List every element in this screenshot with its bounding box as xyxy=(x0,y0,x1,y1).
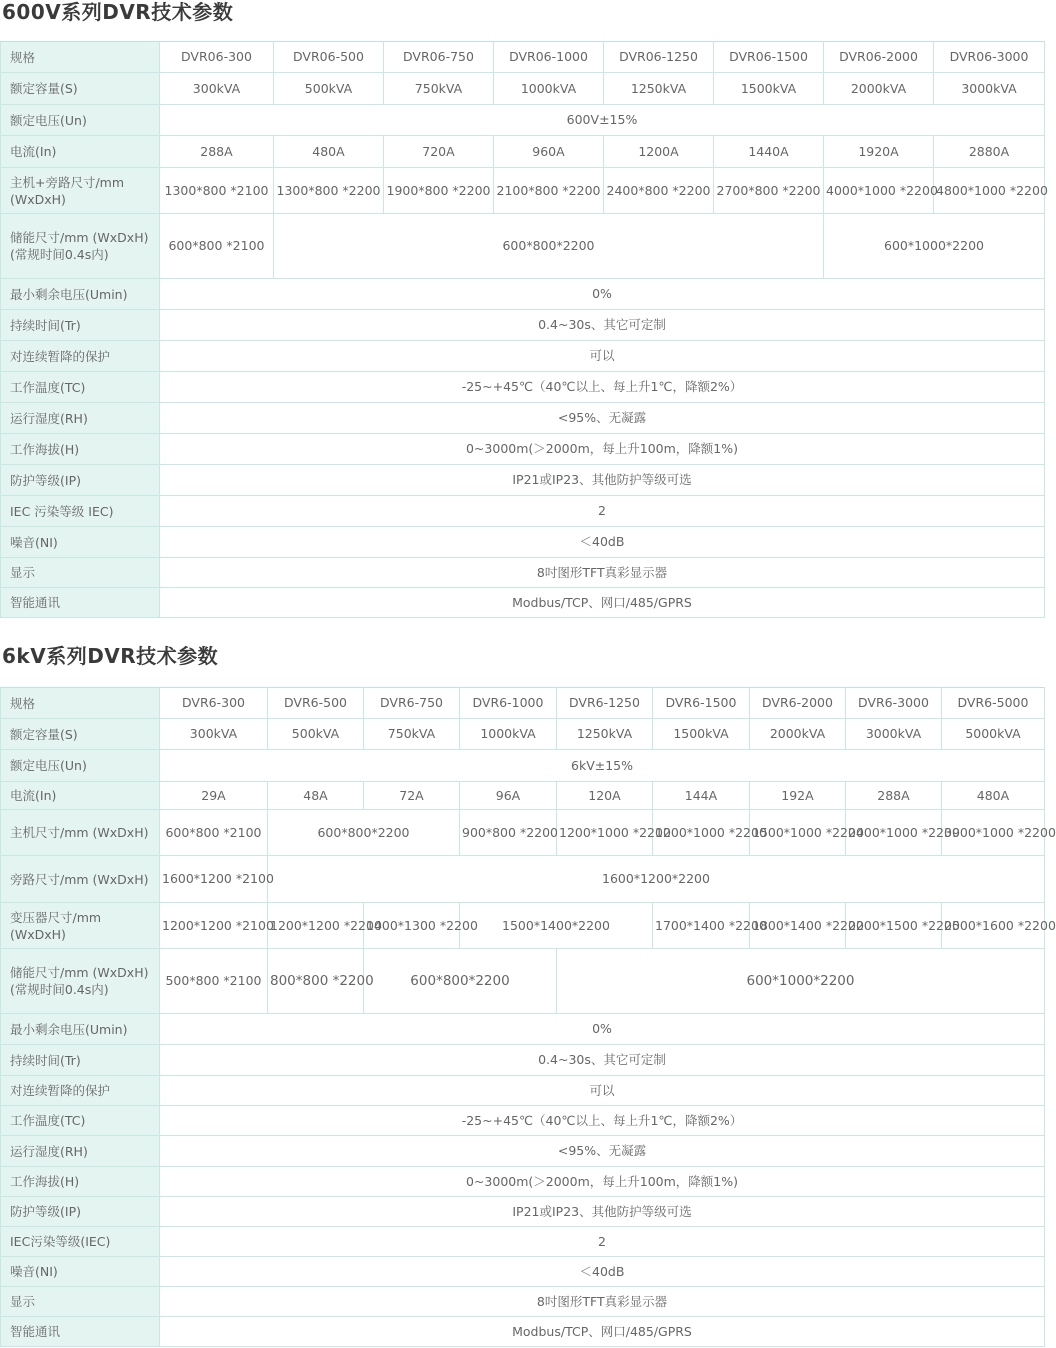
host-size-cell: 1300*800 *2100 xyxy=(160,168,274,214)
row-spec xyxy=(1,42,1045,73)
host-size-cell: 1900*800 *2200 xyxy=(384,168,494,214)
noise-cell: ＜40dB xyxy=(160,1257,1045,1287)
section-title-6kv: 6kV系列DVR技术参数 xyxy=(2,644,219,668)
transformer-size-cell: 1200*1200 *2100 xyxy=(160,903,268,949)
capacity-cell: 1500kVA xyxy=(653,719,750,750)
host-size-cell: 1200*1000 *2200 xyxy=(653,810,750,856)
pollution-cell: 2 xyxy=(160,496,1045,527)
label-transformer-size: 变压器尺寸/mm (WxDxH) xyxy=(1,903,160,949)
current-cell: 288A xyxy=(160,136,274,168)
capacity-cell: 750kVA xyxy=(384,73,494,105)
host-size-cell: 1300*800 *2200 xyxy=(274,168,384,214)
current-cell: 96A xyxy=(460,782,557,810)
transformer-size-cell: 1400*1300 *2200 xyxy=(364,903,460,949)
spec-table-600v xyxy=(0,41,1048,618)
host-size-cell: 4800*1000 *2200 xyxy=(934,168,1045,214)
model-cell: DVR6-300 xyxy=(160,688,268,719)
row-comm xyxy=(1,1317,1045,1347)
row-altitude xyxy=(1,1167,1045,1197)
current-cell: 2880A xyxy=(934,136,1045,168)
label-storage-size: 储能尺寸/mm (WxDxH) (常规时间0.4s内) xyxy=(1,949,160,1014)
duration-cell: 0.4~30s、其它可定制 xyxy=(160,1045,1045,1076)
storage-size-cell: 600*800 *2100 xyxy=(160,214,274,279)
current-cell: 120A xyxy=(557,782,653,810)
label-protection: 对连续暂降的保护 xyxy=(1,1076,160,1106)
capacity-cell: 1250kVA xyxy=(604,73,714,105)
host-size-cell: 2400*800 *2200 xyxy=(604,168,714,214)
label-voltage: 额定电压(Un) xyxy=(1,750,160,782)
model-cell: DVR06-500 xyxy=(274,42,384,73)
row-noise xyxy=(1,1257,1045,1287)
model-cell: DVR6-750 xyxy=(364,688,460,719)
row-min-voltage xyxy=(1,1014,1045,1045)
label-comm: 智能通讯 xyxy=(1,1317,160,1347)
model-cell: DVR6-3000 xyxy=(846,688,942,719)
label-noise: 噪音(NI) xyxy=(1,527,160,558)
storage-size-cell: 600*1000*2200 xyxy=(824,214,1045,279)
current-cell: 480A xyxy=(274,136,384,168)
model-cell: DVR06-1500 xyxy=(714,42,824,73)
voltage-cell: 600V±15% xyxy=(160,105,1045,136)
label-spec: 规格 xyxy=(1,42,160,73)
row-display xyxy=(1,1287,1045,1317)
current-cell: 1920A xyxy=(824,136,934,168)
capacity-cell: 300kVA xyxy=(160,719,268,750)
transformer-size-cell: 2200*1500 *2200 xyxy=(846,903,942,949)
humidity-cell: <95%、无凝露 xyxy=(160,1136,1045,1167)
host-size-cell: 600*800 *2100 xyxy=(160,810,268,856)
capacity-cell: 5000kVA xyxy=(942,719,1045,750)
current-cell: 72A xyxy=(364,782,460,810)
label-pollution: IEC污染等级(IEC) xyxy=(1,1227,160,1257)
voltage-cell: 6kV±15% xyxy=(160,750,1045,782)
row-current xyxy=(1,782,1045,810)
capacity-cell: 2000kVA xyxy=(750,719,846,750)
capacity-cell: 300kVA xyxy=(160,73,274,105)
bypass-size-cell: 1600*1200*2200 xyxy=(268,856,1045,903)
protection-cell: 可以 xyxy=(160,1076,1045,1106)
model-cell: DVR06-750 xyxy=(384,42,494,73)
temp-cell: -25~+45℃（40℃以上、每上升1℃，降额2%） xyxy=(160,372,1045,403)
model-cell: DVR6-5000 xyxy=(942,688,1045,719)
row-storage-size xyxy=(1,949,1045,1014)
host-size-cell: 900*800 *2200 xyxy=(460,810,557,856)
label-pollution: IEC 污染等级 IEC) xyxy=(1,496,160,527)
section-title-600v: 600V系列DVR技术参数 xyxy=(2,0,234,24)
host-size-cell: 2100*800 *2200 xyxy=(494,168,604,214)
label-duration: 持续时间(Tr) xyxy=(1,310,160,341)
duration-cell: 0.4~30s、其它可定制 xyxy=(160,310,1045,341)
row-host-size xyxy=(1,810,1045,856)
transformer-size-cell: 1800*1400 *2200 xyxy=(750,903,846,949)
row-humidity xyxy=(1,403,1045,434)
host-size-cell: 600*800*2200 xyxy=(268,810,460,856)
label-display: 显示 xyxy=(1,1287,160,1317)
capacity-cell: 500kVA xyxy=(274,73,384,105)
row-duration xyxy=(1,310,1045,341)
transformer-size-cell: 2500*1600 *2200 xyxy=(942,903,1045,949)
row-capacity xyxy=(1,73,1045,105)
current-cell: 960A xyxy=(494,136,604,168)
label-display: 显示 xyxy=(1,558,160,588)
row-min-voltage xyxy=(1,279,1045,310)
display-cell: 8吋图形TFT真彩显示器 xyxy=(160,1287,1045,1317)
row-storage-size xyxy=(1,214,1045,279)
row-display xyxy=(1,558,1045,588)
label-host-size: 主机+旁路尺寸/mm (WxDxH) xyxy=(1,168,160,214)
transformer-size-cell: 1500*1400*2200 xyxy=(460,903,653,949)
label-spec: 规格 xyxy=(1,688,160,719)
row-pollution xyxy=(1,496,1045,527)
display-cell: 8吋图形TFT真彩显示器 xyxy=(160,558,1045,588)
row-duration xyxy=(1,1045,1045,1076)
label-protection: 对连续暂降的保护 xyxy=(1,341,160,372)
model-cell: DVR6-1000 xyxy=(460,688,557,719)
current-cell: 29A xyxy=(160,782,268,810)
noise-cell: ＜40dB xyxy=(160,527,1045,558)
transformer-size-cell: 1700*1400 *2200 xyxy=(653,903,750,949)
current-cell: 480A xyxy=(942,782,1045,810)
capacity-cell: 3000kVA xyxy=(934,73,1045,105)
row-humidity xyxy=(1,1136,1045,1167)
protection-cell: 可以 xyxy=(160,341,1045,372)
model-cell: DVR06-3000 xyxy=(934,42,1045,73)
row-current xyxy=(1,136,1045,168)
altitude-cell: 0~3000m(＞2000m，每上升100m，降额1%) xyxy=(160,1167,1045,1197)
label-temp: 工作温度(TC) xyxy=(1,372,160,403)
comm-cell: Modbus/TCP、网口/485/GPRS xyxy=(160,588,1045,618)
row-protection xyxy=(1,341,1045,372)
current-cell: 192A xyxy=(750,782,846,810)
label-comm: 智能通讯 xyxy=(1,588,160,618)
comm-cell: Modbus/TCP、网口/485/GPRS xyxy=(160,1317,1045,1347)
label-min-voltage: 最小剩余电压(Umin) xyxy=(1,1014,160,1045)
host-size-cell: 3900*1000 *2200 xyxy=(942,810,1045,856)
label-capacity: 额定容量(S) xyxy=(1,719,160,750)
current-cell: 1440A xyxy=(714,136,824,168)
row-bypass-size xyxy=(1,856,1045,903)
row-comm xyxy=(1,588,1045,618)
label-storage-size: 储能尺寸/mm (WxDxH) (常规时间0.4s内) xyxy=(1,214,160,279)
min-voltage-cell: 0% xyxy=(160,279,1045,310)
model-cell: DVR06-1250 xyxy=(604,42,714,73)
row-voltage xyxy=(1,750,1045,782)
row-temp xyxy=(1,1106,1045,1136)
capacity-cell: 2000kVA xyxy=(824,73,934,105)
host-size-cell: 1200*1000 *2200 xyxy=(557,810,653,856)
row-pollution xyxy=(1,1227,1045,1257)
row-spec xyxy=(1,688,1045,719)
host-size-cell: 1500*1000 *2200 xyxy=(750,810,846,856)
label-temp: 工作温度(TC) xyxy=(1,1106,160,1136)
model-cell: DVR6-2000 xyxy=(750,688,846,719)
label-min-voltage: 最小剩余电压(Umin) xyxy=(1,279,160,310)
row-transformer-size xyxy=(1,903,1045,949)
label-current: 电流(In) xyxy=(1,136,160,168)
row-noise xyxy=(1,527,1045,558)
model-cell: DVR6-1500 xyxy=(653,688,750,719)
bypass-size-cell: 1600*1200 *2100 xyxy=(160,856,268,903)
label-humidity: 运行湿度(RH) xyxy=(1,1136,160,1167)
storage-size-cell: 600*800*2200 xyxy=(364,949,557,1014)
model-cell: DVR06-2000 xyxy=(824,42,934,73)
label-humidity: 运行湿度(RH) xyxy=(1,403,160,434)
temp-cell: -25~+45℃（40℃以上、每上升1℃，降额2%） xyxy=(160,1106,1045,1136)
transformer-size-cell: 1200*1200 *2200 xyxy=(268,903,364,949)
label-voltage: 额定电压(Un) xyxy=(1,105,160,136)
host-size-cell: 2400*1000 *2200 xyxy=(846,810,942,856)
min-voltage-cell: 0% xyxy=(160,1014,1045,1045)
label-bypass-size: 旁路尺寸/mm (WxDxH) xyxy=(1,856,160,903)
storage-size-cell: 600*1000*2200 xyxy=(557,949,1045,1014)
row-temp xyxy=(1,372,1045,403)
current-cell: 720A xyxy=(384,136,494,168)
altitude-cell: 0~3000m(＞2000m，每上升100m，降额1%) xyxy=(160,434,1045,465)
capacity-cell: 500kVA xyxy=(268,719,364,750)
model-cell: DVR6-1250 xyxy=(557,688,653,719)
row-host-size xyxy=(1,168,1045,214)
storage-size-cell: 500*800 *2100 xyxy=(160,949,268,1014)
ip-cell: IP21或IP23、其他防护等级可选 xyxy=(160,465,1045,496)
storage-size-cell: 600*800*2200 xyxy=(274,214,824,279)
label-altitude: 工作海拔(H) xyxy=(1,434,160,465)
label-current: 电流(In) xyxy=(1,782,160,810)
host-size-cell: 4000*1000 *2200 xyxy=(824,168,934,214)
model-cell: DVR06-300 xyxy=(160,42,274,73)
label-ip: 防护等级(IP) xyxy=(1,465,160,496)
current-cell: 48A xyxy=(268,782,364,810)
current-cell: 144A xyxy=(653,782,750,810)
label-duration: 持续时间(Tr) xyxy=(1,1045,160,1076)
capacity-cell: 1250kVA xyxy=(557,719,653,750)
label-altitude: 工作海拔(H) xyxy=(1,1167,160,1197)
model-cell: DVR6-500 xyxy=(268,688,364,719)
label-capacity: 额定容量(S) xyxy=(1,73,160,105)
spec-table-6kv xyxy=(0,687,1056,1347)
current-cell: 288A xyxy=(846,782,942,810)
ip-cell: IP21或IP23、其他防护等级可选 xyxy=(160,1197,1045,1227)
label-host-size: 主机尺寸/mm (WxDxH) xyxy=(1,810,160,856)
capacity-cell: 1000kVA xyxy=(460,719,557,750)
capacity-cell: 1000kVA xyxy=(494,73,604,105)
label-noise: 噪音(NI) xyxy=(1,1257,160,1287)
current-cell: 1200A xyxy=(604,136,714,168)
row-altitude xyxy=(1,434,1045,465)
capacity-cell: 1500kVA xyxy=(714,73,824,105)
label-ip: 防护等级(IP) xyxy=(1,1197,160,1227)
capacity-cell: 750kVA xyxy=(364,719,460,750)
capacity-cell: 3000kVA xyxy=(846,719,942,750)
pollution-cell: 2 xyxy=(160,1227,1045,1257)
row-capacity xyxy=(1,719,1045,750)
model-cell: DVR06-1000 xyxy=(494,42,604,73)
host-size-cell: 2700*800 *2200 xyxy=(714,168,824,214)
humidity-cell: <95%、无凝露 xyxy=(160,403,1045,434)
row-ip xyxy=(1,1197,1045,1227)
storage-size-cell: 800*800 *2200 xyxy=(268,949,364,1014)
row-voltage xyxy=(1,105,1045,136)
row-protection xyxy=(1,1076,1045,1106)
row-ip xyxy=(1,465,1045,496)
